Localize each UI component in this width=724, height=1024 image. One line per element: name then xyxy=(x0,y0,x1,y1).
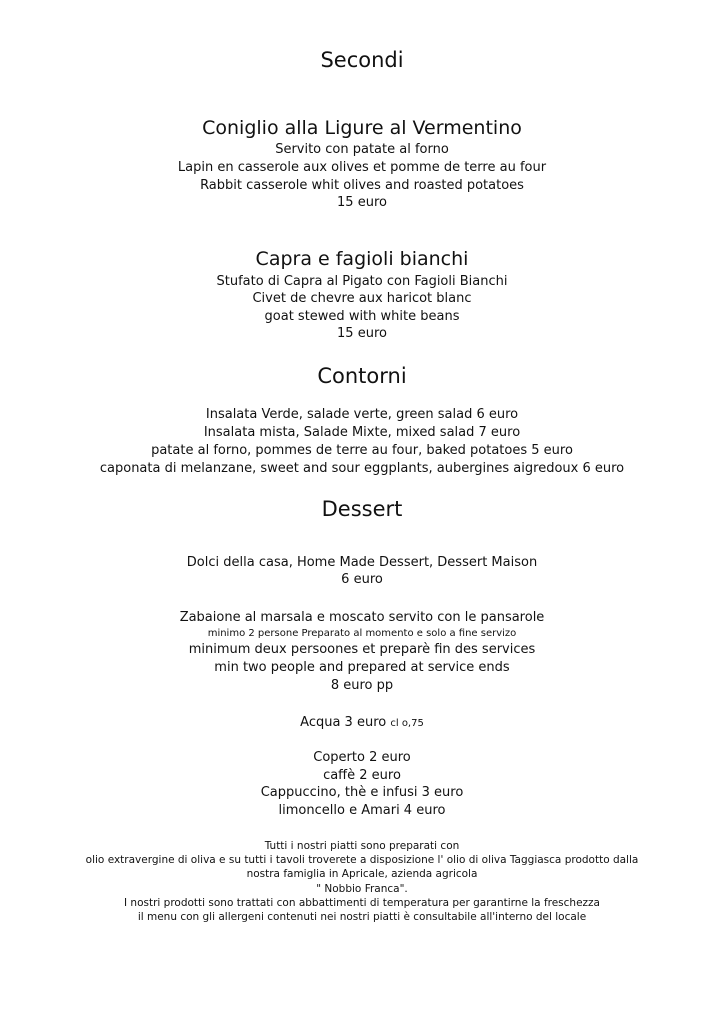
acqua-line xyxy=(0,716,724,729)
extra-item: Cappuccino, thè e infusi 3 euro xyxy=(260,785,464,800)
dish-description-fr: Lapin en casserole aux olives et pomme de terre au four xyxy=(177,160,547,175)
footer-line: " Nobbio Franca". xyxy=(316,883,408,895)
dish-description-en: Rabbit casserole whit olives and roasted potatoes xyxy=(200,178,524,193)
dish-description-fr: Civet de chevre aux haricot blanc xyxy=(252,291,472,306)
contorno-item: Insalata mista, Salade Mixte, mixed salad 7 euro xyxy=(203,425,521,440)
contorno-item: Insalata Verde, salade verte, green salad 6 euro xyxy=(205,407,519,422)
dessert-price: 6 euro xyxy=(341,572,383,587)
footer-line: nostra famiglia in Apricale, azienda agricola xyxy=(246,868,478,880)
contorno-item: patate al forno, pommes de terre au four, baked potatoes 5 euro xyxy=(151,443,573,458)
dish-description-it: Servito con patate al forno xyxy=(275,142,449,157)
section-title-contorni: Contorni xyxy=(317,364,407,388)
section-title-secondi: Secondi xyxy=(320,48,404,72)
footer-line: Tutti i nostri piatti sono preparati con xyxy=(264,840,460,852)
dish-name: Coniglio alla Ligure al Vermentino xyxy=(202,117,522,139)
section-title-dessert: Dessert xyxy=(321,497,403,521)
zabaione-price: 8 euro pp xyxy=(330,678,394,693)
dish-price: 15 euro xyxy=(337,326,387,341)
dessert-item: Dolci della casa, Home Made Dessert, Dessert Maison xyxy=(186,555,538,570)
dish-price: 15 euro xyxy=(337,195,387,210)
zabaione-note-en: min two people and prepared at service ends xyxy=(214,660,510,675)
dish-description-it: Stufato di Capra al Pigato con Fagioli Bianchi xyxy=(216,274,508,289)
extra-item: limoncello e Amari 4 euro xyxy=(278,803,446,818)
footer-line: olio extravergine di oliva e su tutti i tavoli troverete a disposizione l' olio di oliva Taggiasca prodotto dalla xyxy=(85,854,639,866)
footer-line: I nostri prodotti sono trattati con abbattimenti di temperatura per garantirne la freschezza xyxy=(123,897,600,909)
zabaione-note-it: minimo 2 persone Preparato al momento e solo a fine servizo xyxy=(207,628,517,639)
acqua-label: Acqua 3 euro xyxy=(300,715,387,730)
extra-item: Coperto 2 euro xyxy=(313,750,411,765)
dish-name: Capra e fagioli bianchi xyxy=(255,248,469,270)
dish-description-en: goat stewed with white beans xyxy=(264,309,460,324)
contorno-item: caponata di melanzane, sweet and sour eggplants, aubergines aigredoux 6 euro xyxy=(99,461,625,476)
extra-item: caffè 2 euro xyxy=(323,768,401,783)
zabaione-name: Zabaione al marsala e moscato servito con le pansarole xyxy=(179,610,545,625)
zabaione-note-fr: minimum deux persoones et preparè fin des services xyxy=(188,642,536,657)
acqua-size: cl o,75 xyxy=(390,718,424,729)
footer-line: il menu con gli allergeni contenuti nei nostri piatti è consultabile all'interno del locale xyxy=(137,911,587,923)
